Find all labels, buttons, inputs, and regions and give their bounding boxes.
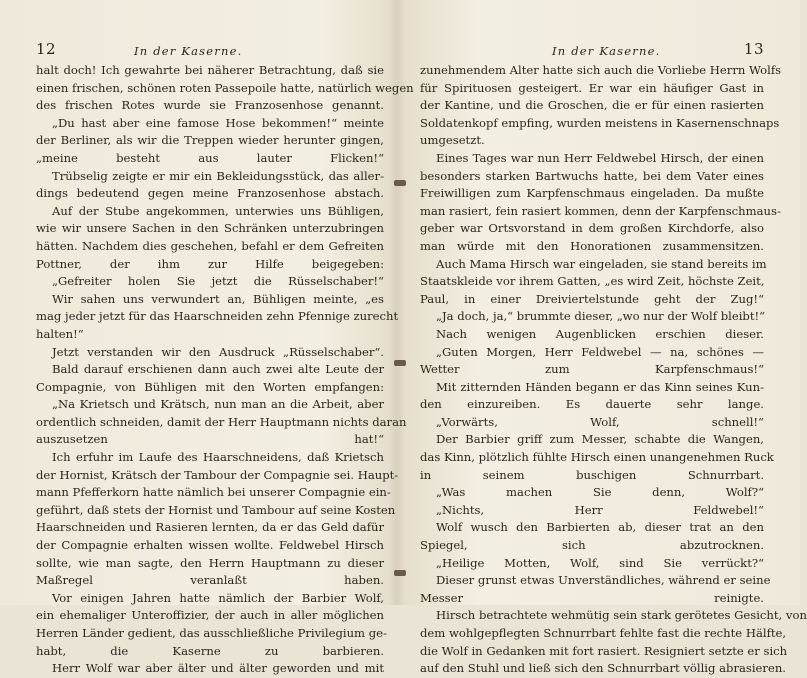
text-line: Ich erfuhr im Laufe des Haarschneidens, daß Krietsch <box>52 450 384 465</box>
text-line: mann Pfefferkorn hatte nämlich bei unserer Compagnie ein- <box>36 485 391 500</box>
right-body-text <box>420 62 807 678</box>
right-page <box>404 0 807 676</box>
text-line: geführt, daß stets der Hornist und Tambour auf seine Kosten <box>36 502 396 517</box>
text-line: hätten. Nachdem dies geschehen, befahl er dem Gefreiten <box>36 238 384 253</box>
running-head-right <box>420 40 764 60</box>
text-line: „Na Krietsch und Krätsch, nun man an die Arbeit, aber <box>52 397 384 412</box>
text-line: Staatskleide vor ihrem Gatten, „es wird Zeit, höchste Zeit, <box>420 274 765 289</box>
text-line: Vor einigen Jahren hatte nämlich der Barbier Wolf, <box>52 590 384 605</box>
text-line: Herr Wolf war aber älter und älter geworden und mit <box>52 661 384 676</box>
text-line: „Du hast aber eine famose Hose bekommen!“ meinte <box>52 115 384 130</box>
running-head-left <box>36 40 384 60</box>
text-line: „Was machen Sie denn, Wolf?“ <box>436 485 764 500</box>
text-line: „Guten Morgen, Herr Feldwebel — na, schönes — <box>436 344 764 359</box>
text-line: „meine besteht aus lauter Flicken!“ <box>36 150 384 165</box>
text-line: Nach wenigen Augenblicken erschien dieser. <box>436 326 764 341</box>
text-line: Soldatenkopf empfing, wurden meistens in Kasernenschnaps <box>420 115 780 130</box>
text-line: Hirsch betrachtete wehmütig sein stark gerötetes Gesicht, von <box>436 608 807 623</box>
running-title-left: In der Kaserne. <box>134 44 243 58</box>
text-line: „Nichts, Herr Feldwebel!“ <box>436 502 764 517</box>
text-line: dings bedeutend gegen meine Franzosenhose abstach. <box>36 186 384 201</box>
text-line: Auch Mama Hirsch war eingeladen, sie stand bereits im <box>436 256 767 271</box>
text-line: zunehmendem Alter hatte sich auch die Vorliebe Herrn Wolfs <box>420 63 782 77</box>
text-line: Wolf wusch den Barbierten ab, dieser trat an den <box>436 520 764 535</box>
running-title-right: In der Kaserne. <box>552 44 661 58</box>
text-line: Wetter zum Karpfenschmaus!“ <box>420 362 764 377</box>
text-line: der Compagnie erhalten wissen wollte. Feldwebel Hirsch <box>36 538 384 553</box>
text-line: Messer reinigte. <box>420 590 764 605</box>
text-line: Maßregel veranlaßt haben. <box>36 573 384 588</box>
text-line: die Wolf in Gedanken mit fort rasiert. Resigniert setzte er sich <box>420 643 788 658</box>
text-line: Freiwilligen zum Karpfenschmaus eingeladen. Da mußte <box>420 186 764 201</box>
binding-mark <box>394 570 406 576</box>
text-line: besonders starken Bartwuchs hatte, bei dem Vater eines <box>420 168 764 183</box>
left-body-text <box>36 62 414 678</box>
text-line: man rasiert, fein rasiert kommen, denn der Karpfenschmaus- <box>420 203 781 218</box>
text-line: des frischen Rotes wurde sie Franzosenhose genannt. <box>36 98 384 113</box>
text-line: Mit zitternden Händen begann er das Kinn seines Kun- <box>436 379 764 394</box>
text-line: dem wohlgepflegten Schnurrbart fehlte fast die rechte Hälfte, <box>420 626 787 640</box>
page-number-left: 12 <box>36 40 57 58</box>
text-line: sollte, wie man sagte, den Herrn Hauptmann zu dieser <box>36 555 384 570</box>
text-line: in seinem buschigen Schnurrbart. <box>420 467 764 482</box>
text-line: Pottner, der ihm zur Hilfe beigegeben: <box>36 256 384 271</box>
text-line: Spiegel, sich abzutrocknen. <box>420 538 764 553</box>
text-line: Jetzt verstanden wir den Ausdruck „Rüsselschaber“. <box>52 344 384 359</box>
text-line: Wir sahen uns verwundert an, Bühligen meinte, „es <box>52 291 384 306</box>
text-line: auf den Stuhl und ließ sich den Schnurrbart völlig abrasieren. <box>420 661 786 676</box>
text-line: für Spirituosen gesteigert. Er war ein häufiger Gast in <box>420 80 764 95</box>
text-line: den einzureiben. Es dauerte sehr lange. <box>420 397 764 412</box>
text-line: wie wir unsere Sachen in den Schränken unterzubringen <box>36 221 384 236</box>
text-line: „Heilige Motten, Wolf, sind Sie verrückt?“ <box>436 555 764 570</box>
text-line: „Ja doch, ja,“ brummte dieser, „wo nur der Wolf bleibt!“ <box>436 309 766 324</box>
text-line: das Kinn, plötzlich fühlte Hirsch einen unangenehmen Ruck <box>420 450 774 465</box>
text-line: der Kantine, und die Groschen, die er für einen rasierten <box>420 98 764 113</box>
text-line: mag jeder jetzt für das Haarschneiden zehn Pfennige zurecht <box>36 309 399 324</box>
text-line: Paul, in einer Dreiviertelstunde geht der Zug!“ <box>420 291 764 306</box>
text-line: halten!“ <box>36 326 84 341</box>
text-line: Eines Tages war nun Herr Feldwebel Hirsch, der einen <box>436 150 764 165</box>
binding-mark <box>394 180 406 186</box>
text-line: Compagnie, von Bühligen mit den Worten empfangen: <box>36 379 384 394</box>
text-line: geber war Ortsvorstand in dem großen Kirchdorfe, also <box>420 221 764 236</box>
text-line: ordentlich schneiden, damit der Herr Hauptmann nichts daran <box>36 414 407 429</box>
text-line: auszusetzen hat!“ <box>36 432 384 447</box>
text-line: Haarschneiden und Rasieren lernten, da er das Geld dafür <box>36 520 384 535</box>
text-line: Bald darauf erschienen dann auch zwei alte Leute der <box>52 362 384 377</box>
text-line: einen frischen, schönen roten Passepoile hatte, natürlich wegen <box>36 80 414 95</box>
text-line: umgesetzt. <box>420 133 485 148</box>
text-line: Trübselig zeigte er mir ein Bekleidungsstück, das aller- <box>52 168 384 183</box>
text-line: Der Barbier griff zum Messer, schabte die Wangen, <box>436 432 764 447</box>
page-number-right: 13 <box>743 40 764 58</box>
text-line: Auf der Stube angekommen, unterwies uns Bühligen, <box>52 203 384 218</box>
text-line: habt, die Kaserne zu barbieren. <box>36 643 384 658</box>
text-line: der Hornist, Krätsch der Tambour der Compagnie sei. Haupt- <box>36 467 399 482</box>
text-line: Herren Länder gedient, das ausschließliche Privilegium ge- <box>36 626 387 640</box>
text-line: ein ehemaliger Unteroffizier, der auch in aller möglichen <box>36 608 384 623</box>
text-line: Dieser grunst etwas Unverständliches, während er seine <box>436 573 771 588</box>
binding-mark <box>394 360 406 366</box>
text-line: der Berliner, als wir die Treppen wieder herunter gingen, <box>36 133 384 148</box>
text-line: man würde mit den Honorationen zusammensitzen. <box>420 238 764 253</box>
text-line: „Gefreiter holen Sie jetzt die Rüsselschaber!“ <box>52 274 384 289</box>
text-line: halt doch! Ich gewahrte bei näherer Betrachtung, daß sie <box>36 63 384 77</box>
text-line: „Vorwärts, Wolf, schnell!“ <box>436 414 764 429</box>
